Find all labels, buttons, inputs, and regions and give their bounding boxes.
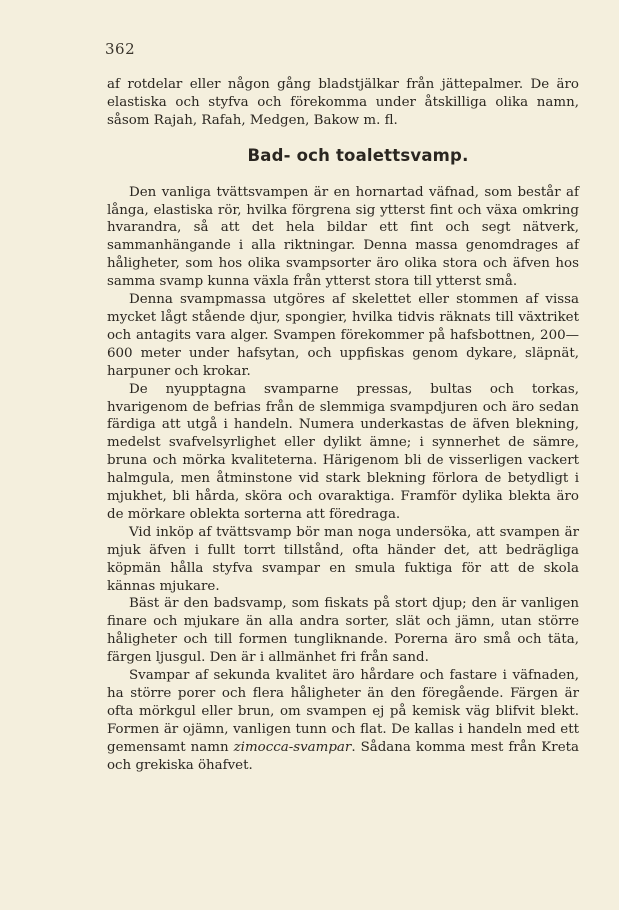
emphasized-term: zimocca-svampar bbox=[233, 739, 352, 755]
paragraph-2: Denna svampmassa utgöres af skelettet eller stommen af vissa mycket lågt stående djur, spongier, hvilka tidvis räknats till växtriket och antagits vara alger. Svampen förekommer på hafsbottnen, 200—600 meter under hafsytan, och uppfiskas genom dykare, släpnät, harpuner och krokar. bbox=[107, 292, 579, 379]
paragraph-5: Bäst är den badsvamp, som fiskats på stort djup; den är vanligen finare och mjukare än alla andra sorter, slät och jämn, utan större håligheter och till formen tungliknande. Porerna äro små och täta, färgen ljusgul. Den är i allmänhet fri från sand. bbox=[107, 596, 579, 666]
paragraph-4: Vid inköp af tvättsvamp bör man noga undersöka, att svampen är mjuk äfven i fullt torrt tillstånd, ofta händer det, att bedrägliga köpmän hålla styfva svampar en smula fuktiga för att de skola kännas mjukare. bbox=[107, 524, 579, 594]
page-text bbox=[107, 76, 579, 775]
paragraph-1: Den vanliga tvättsvampen är en hornartad väfnad, som består af långa, elastiska rör, hvilka förgrena sig ytterst fint och växa omkring hvarandra, så att det hela bildar ett fint och segt nätverk, sammanhängande i alla riktningar. Denna massa genomdrages af håligheter, som hos olika svampsorter äro olika stora och äfven hos samma svamp kunna växla från ytterst stora till ytterst små. bbox=[107, 184, 579, 290]
intro-paragraph: af rotdelar eller någon gång bladstjälkar från jättepalmer. De äro elastiska och styfva och förekomma under åtskilliga olika namn, såsom Rajah, Rafah, Medgen, Bakow m. fl. bbox=[107, 77, 579, 128]
paragraph-6-end: . Sådana komma mest från Kreta och grekiska öhafvet. bbox=[107, 739, 579, 773]
page-number: 362 bbox=[105, 40, 136, 58]
paragraph-3: De nyupptagna svamparne pressas, bultas och torkas, hvarigenom de befrias från de slemmiga svampdjuren och äro sedan färdiga att utgå i handeln. Numera underkastas de äfven blekning, medelst svafvelsyrlighet eller dylikt ämne; i synnerhet de sämre, bruna och mörka kvaliteterna. Härigenom bli de visserligen vackert halmgula, men åtminstone vid stark blekning förlora de betydligt i mjukhet, bli hårda, sköra och ovaraktiga. Framför dylika blekta äro de mörkare oblekta sorterna att föredraga. bbox=[107, 381, 579, 522]
paragraph-6-text: Svampar af sekunda kvalitet äro hårdare och fastare i väfnaden, ha större porer och flera håligheter än den föregående. Färgen är ofta mörkgul eller brun, om svampen ej på kemisk väg blifvit blekt. Formen är ojämn, vanligen tunn och flat. De kallas i handeln med ett gemensamt namn bbox=[107, 668, 579, 755]
section-heading: Bad- och toalettsvamp. bbox=[247, 145, 469, 165]
paragraph-6 bbox=[107, 667, 579, 774]
